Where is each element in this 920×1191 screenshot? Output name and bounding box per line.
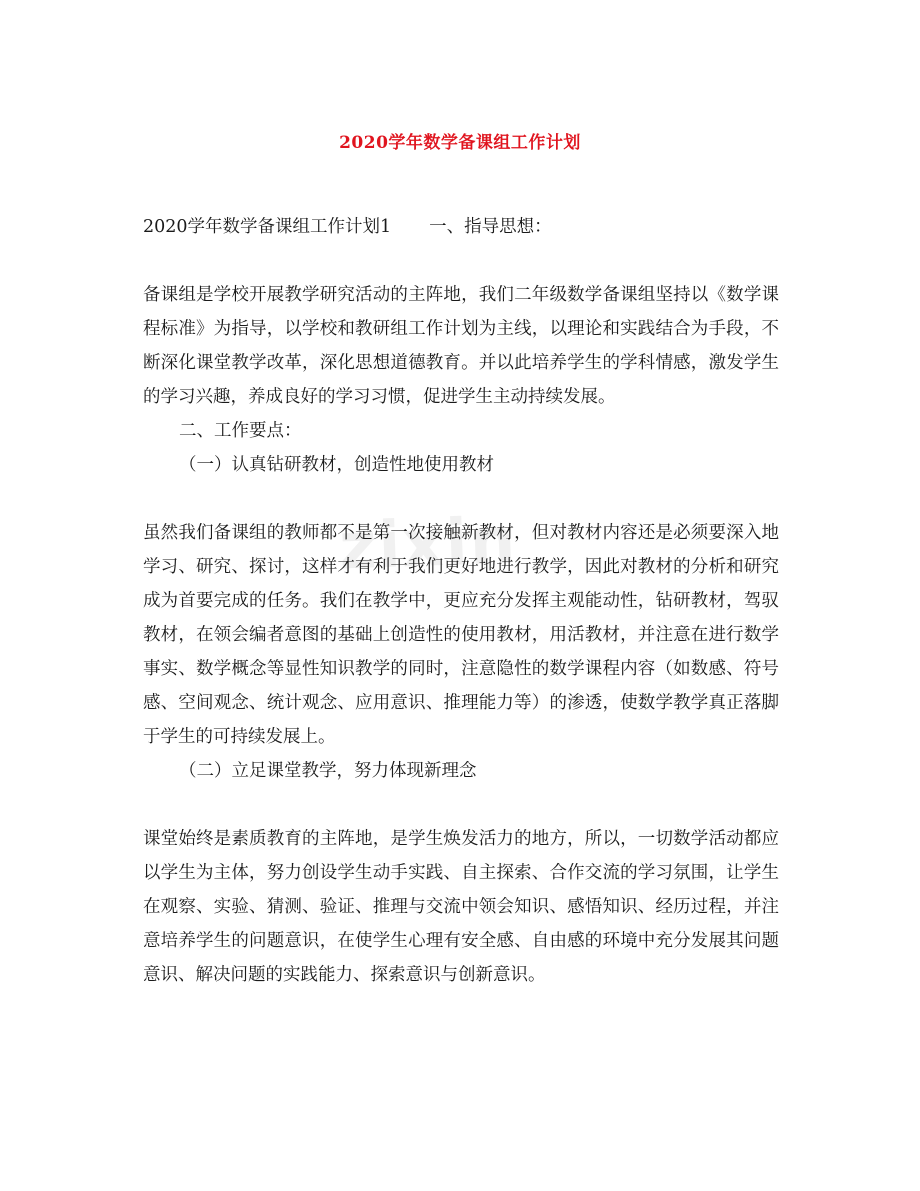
watermark-logo: zixin	[337, 504, 519, 585]
paragraph-textbook-study: 虽然我们备课组的教师都不是第一次接触新教材，但对教材内容还是必须要深入地学习、研究、探讨，这样才有利于我们更好地进行教学，因此对教材的分析和研究成为首要完成的任务。我们在教学中，更应充分发挥主观能动性，钻研教材，驾驭教材，在领会编者意图的基础上创造性的使用教材，用活教材，并注意在进行数学事实、数学概念等显性知识教学的同时，注意隐性的数学课程内容（如数感、符号感、空间观念、统计观念、应用意识、推理能力等）的渗透，使数学教学真正落脚于学生的可持续发展上。	[143, 523, 779, 747]
paragraph-classroom-teaching: 课堂始终是素质教育的主阵地，是学生焕发活力的地方，所以，一切数学活动都应以学生为主体，努力创设学生动手实践、自主探索、合作交流的学习氛围，让学生在观察、实验、猜测、验证、推理与交流中领会知识、感悟知识、经历过程，并注意培养学生的问题意识，在使学生心理有安全感、自由感的环境中充分发展其问题意识、解决问题的实践能力、探索意识与创新意识。	[143, 829, 779, 985]
section-heading-1: 一、指导思想：	[429, 217, 552, 237]
subsection-heading-2: （二）立足课堂教学，努力体现新理念	[179, 761, 477, 781]
subsection-heading-1: （一）认真钻研教材，创造性地使用教材	[179, 455, 494, 475]
document-body	[143, 210, 779, 992]
doc-reference: 2020学年数学备课组工作计划1	[143, 217, 392, 237]
section-heading-2: 二、工作要点：	[179, 421, 302, 441]
document-title: 2020学年数学备课组工作计划	[339, 133, 581, 153]
paragraph-guiding-thought: 备课组是学校开展教学研究活动的主阵地，我们二年级数学备课组坚持以《数学课程标准》为指导，以学校和教研组工作计划为主线，以理论和实践结合为手段，不断深化课堂教学改革，深化思想道德教育。并以此培养学生的学科情感，激发学生的学习兴趣，养成良好的学习习惯，促进学生主动持续发展。	[143, 285, 779, 407]
lead-line	[143, 210, 779, 244]
